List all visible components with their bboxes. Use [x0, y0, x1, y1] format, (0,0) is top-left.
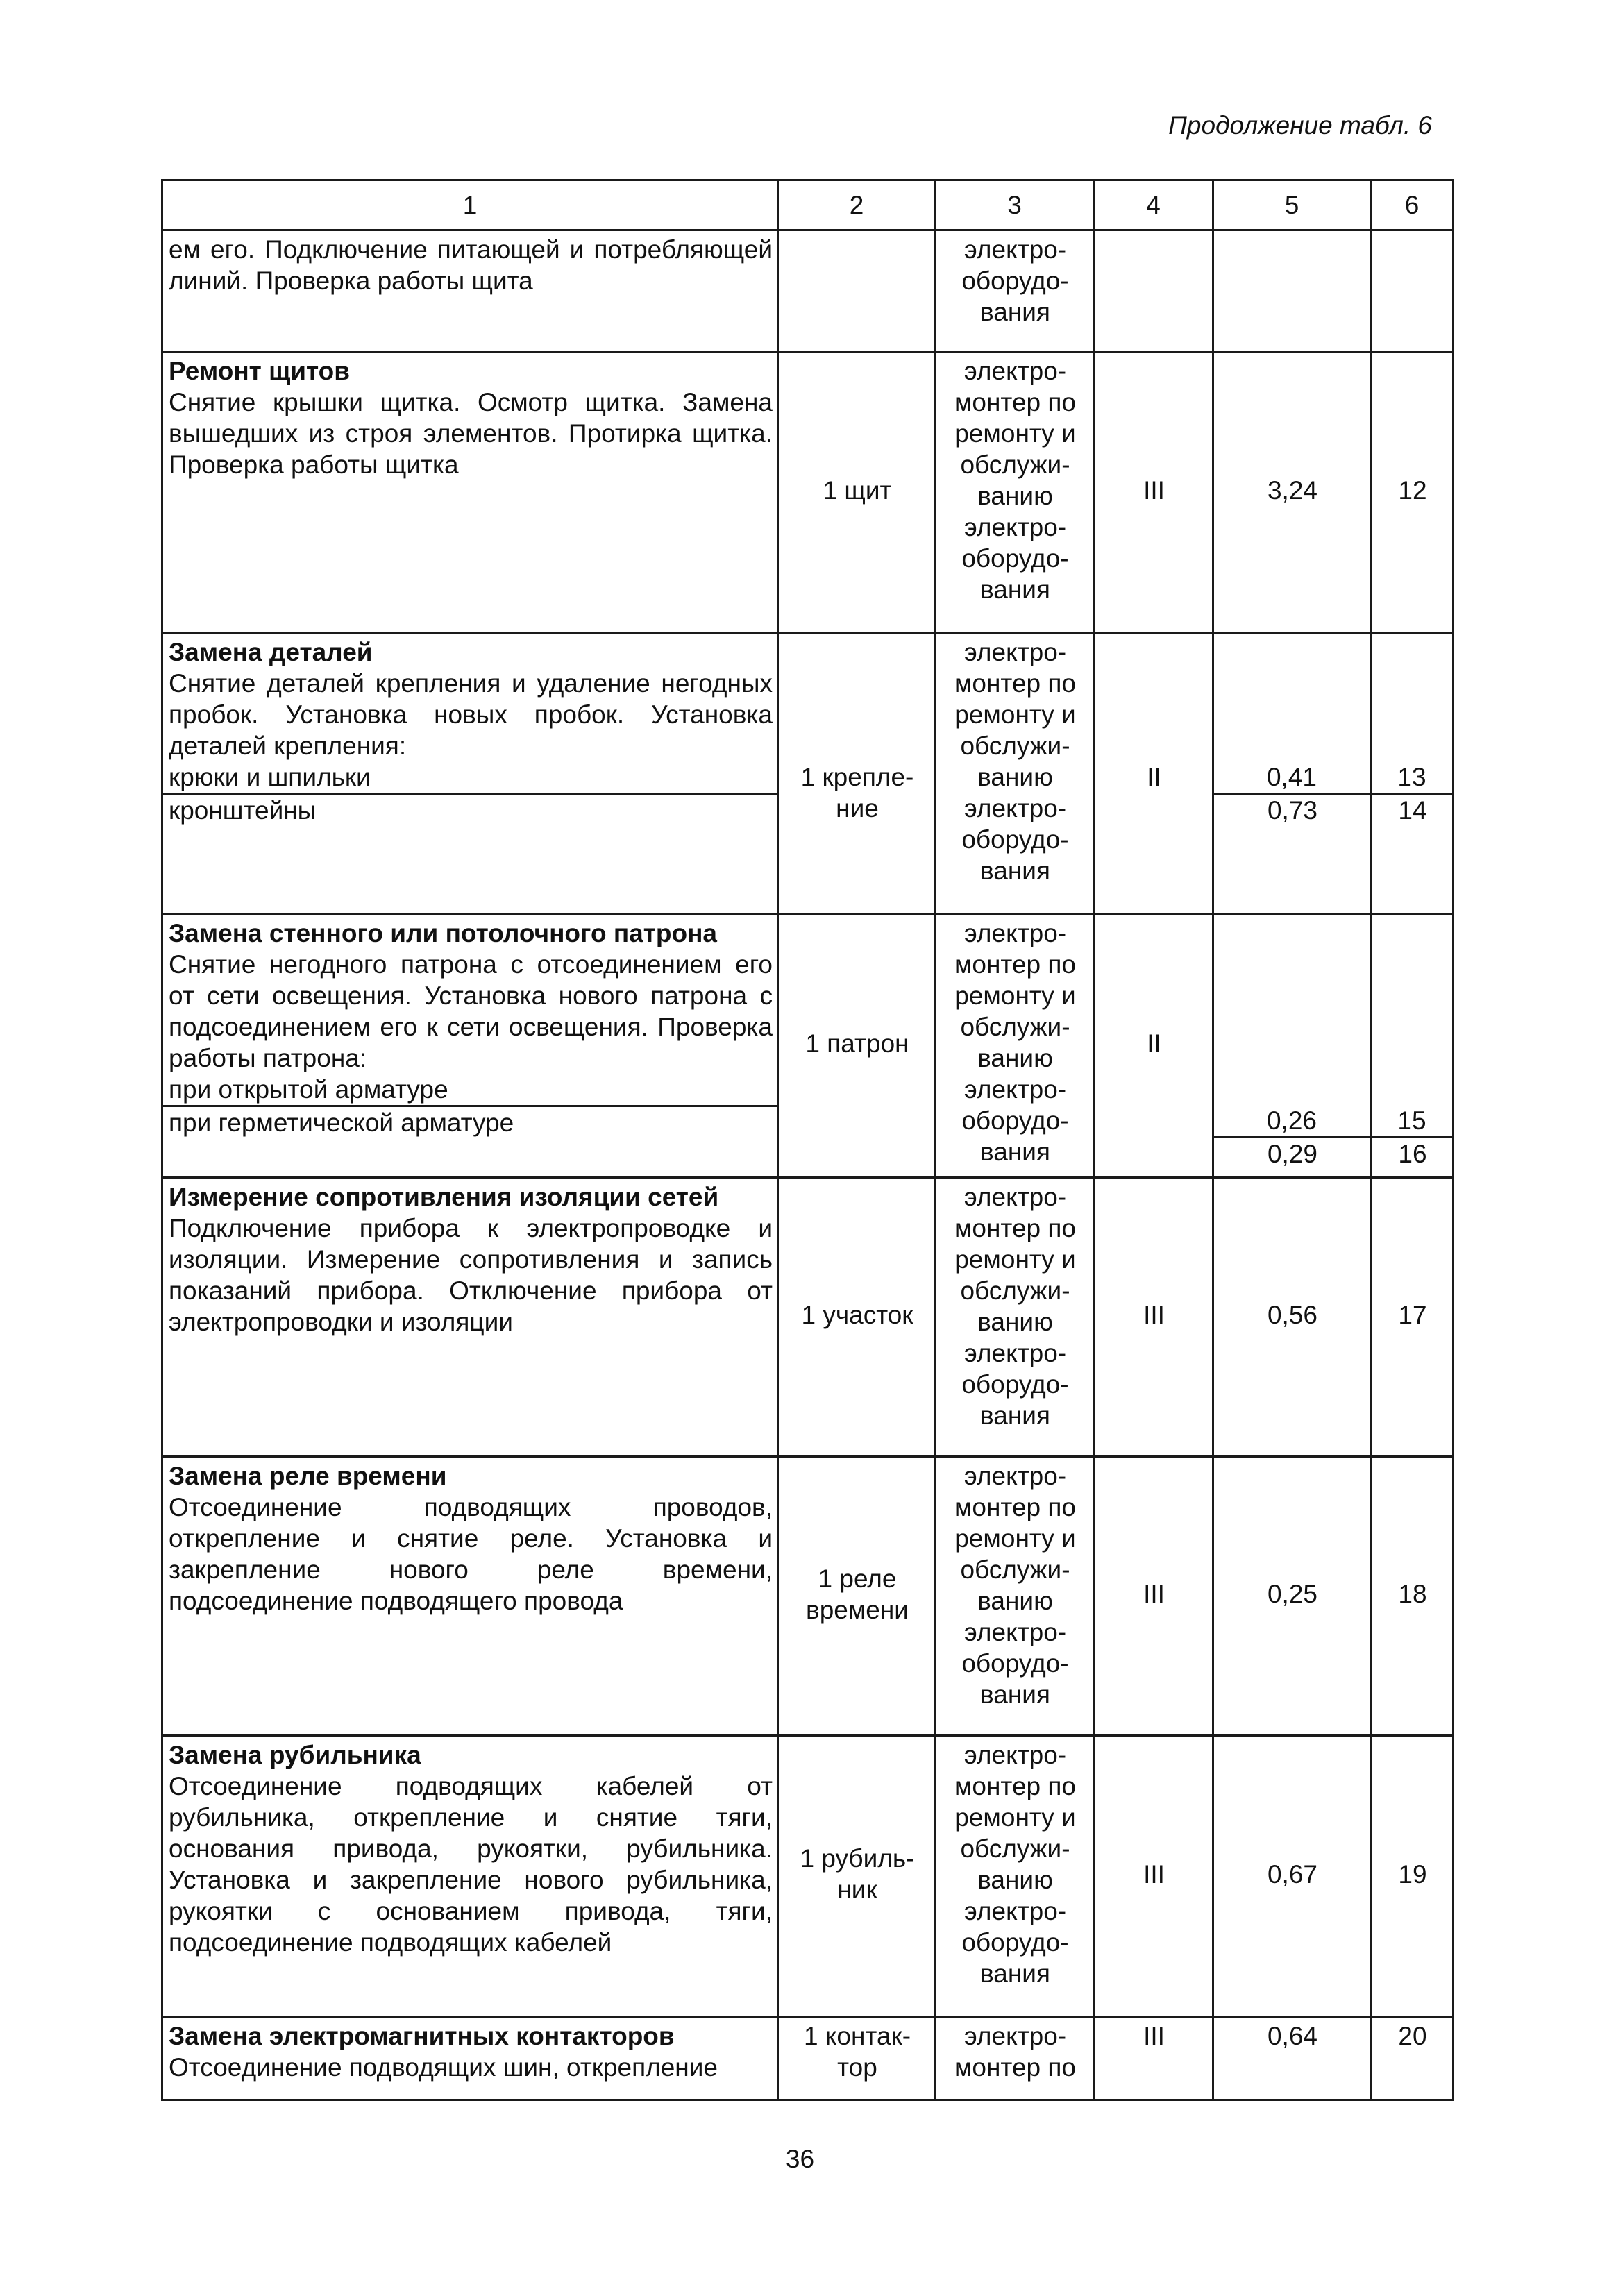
- subitem-norm: 0,29: [1267, 1140, 1317, 1168]
- subitem-label: крюки и шпильки: [163, 761, 777, 795]
- norm-cell: 0,67: [1213, 1736, 1371, 2017]
- subitem-number: 16: [1398, 1140, 1427, 1168]
- subitem-label: при открытой арматуре: [163, 1074, 777, 1107]
- norm-cell: 0,64: [1213, 2017, 1371, 2100]
- work-cell: [162, 1457, 778, 1736]
- performer-cell: электро- монтер по ремонту и обслужи- ванию электро- оборудо- вания: [936, 352, 1094, 633]
- number-cell: 20: [1371, 2017, 1454, 2100]
- number-cell: [1371, 230, 1454, 352]
- norm-cell: 0,56: [1213, 1178, 1371, 1457]
- subitem-norm: 0,26: [1214, 1105, 1370, 1138]
- number-cell: 19: [1371, 1736, 1454, 2017]
- table-row: [162, 2017, 1454, 2100]
- norm-cell: 3,24: [1213, 352, 1371, 633]
- category-cell: III: [1094, 352, 1213, 633]
- performer-cell: электро- монтер по ремонту и обслужи- ванию электро- оборудо- вания: [936, 1736, 1094, 2017]
- unit-cell: 1 контак- тор: [778, 2017, 936, 2100]
- unit-cell: 1 участок: [778, 1178, 936, 1457]
- table-row: [162, 1178, 1454, 1457]
- work-title: Замена стенного или потолочного патрона: [169, 919, 718, 947]
- subitem-label: кронштейны: [169, 796, 317, 825]
- performer-cell: электро- монтер по ремонту и обслужи- ванию электро- оборудо- вания: [936, 914, 1094, 1178]
- col-header-6: 6: [1371, 180, 1454, 230]
- number-cell: 17: [1371, 1178, 1454, 1457]
- col-header-1: 1: [162, 180, 778, 230]
- work-title: Измерение сопротивления изоляции сетей: [169, 1183, 719, 1211]
- continuation-caption: Продолжение табл. 6: [1168, 111, 1432, 140]
- col-header-3: 3: [936, 180, 1094, 230]
- work-cell: [162, 2017, 778, 2100]
- table-row: [162, 914, 1454, 1178]
- performer-cell: электро- монтер по ремонту и обслужи- ванию электро- оборудо- вания: [936, 633, 1094, 914]
- work-title: Замена электромагнитных контакторов: [169, 2022, 675, 2050]
- norm-cell: [1213, 633, 1371, 914]
- work-title: Замена деталей: [169, 638, 373, 666]
- header-row: [162, 180, 1454, 230]
- performer-cell: электро- монтер по: [936, 2017, 1094, 2100]
- work-description: ем его. Подключение питающей и потребляющей линий. Проверка работы щита: [169, 235, 773, 295]
- category-cell: II: [1094, 914, 1213, 1178]
- category-cell: III: [1094, 2017, 1213, 2100]
- work-cell: [162, 230, 778, 352]
- unit-cell: 1 крепле- ние: [778, 633, 936, 914]
- col-header-2: 2: [778, 180, 936, 230]
- subitem-number: 14: [1398, 796, 1427, 825]
- norms-table: [161, 179, 1454, 2101]
- subitem-label: при герметической арматуре: [169, 1108, 514, 1137]
- subitem-number: 15: [1372, 1105, 1452, 1138]
- unit-cell: [778, 230, 936, 352]
- table-row: [162, 352, 1454, 633]
- work-description: Снятие деталей крепления и удаление негодных пробок. Установка новых пробок. Установка деталей крепления:: [169, 669, 773, 760]
- category-cell: III: [1094, 1457, 1213, 1736]
- table-row: [162, 633, 1454, 914]
- category-cell: [1094, 230, 1213, 352]
- work-title: Замена рубильника: [169, 1741, 421, 1769]
- work-cell: [162, 633, 778, 914]
- work-title: Замена реле времени: [169, 1462, 447, 1490]
- number-cell: [1371, 633, 1454, 914]
- page-number: 36: [785, 2145, 815, 2173]
- norm-cell: [1213, 914, 1371, 1178]
- norm-cell: [1213, 230, 1371, 352]
- work-cell: [162, 914, 778, 1178]
- unit-cell: 1 рубиль- ник: [778, 1736, 936, 2017]
- category-cell: III: [1094, 1178, 1213, 1457]
- work-cell: [162, 1178, 778, 1457]
- number-cell: [1371, 914, 1454, 1178]
- subitem-norm: 0,41: [1214, 761, 1370, 795]
- work-description: Отсоединение подводящих шин, открепление: [169, 2053, 718, 2082]
- work-title: Ремонт щитов: [169, 357, 351, 385]
- work-description: Подключение прибора к электропроводке и изоляции. Измерение сопротивления и запись показаний прибора. Отключение прибора от электропроводки и изоляции: [169, 1214, 773, 1336]
- subitem-norm: 0,73: [1267, 796, 1317, 825]
- unit-cell: 1 щит: [778, 352, 936, 633]
- col-header-5: 5: [1213, 180, 1371, 230]
- work-description: Снятие негодного патрона с отсоединением его от сети освещения. Установка нового патрона с подсоединением его к сети освещения. Проверка работы патрона:: [169, 950, 773, 1072]
- col-header-4: 4: [1094, 180, 1213, 230]
- norm-cell: 0,25: [1213, 1457, 1371, 1736]
- number-cell: 12: [1371, 352, 1454, 633]
- unit-cell: 1 патрон: [778, 914, 936, 1178]
- performer-cell: электро- оборудо- вания: [936, 230, 1094, 352]
- subitem-number: 13: [1372, 761, 1452, 795]
- unit-cell: 1 реле времени: [778, 1457, 936, 1736]
- table-row: [162, 230, 1454, 352]
- work-description: Отсоединение подводящих кабелей от рубильника, открепление и снятие тяги, основания привода, рукоятки, рубильника. Установка и закрепление нового рубильника, рукоятки с основанием привода, тяги, подсоединение подводящих кабелей: [169, 1772, 773, 1957]
- category-cell: III: [1094, 1736, 1213, 2017]
- work-cell: [162, 352, 778, 633]
- table-row: [162, 1736, 1454, 2017]
- work-description: Снятие крышки щитка. Осмотр щитка. Замена вышедших из строя элементов. Протирка щитка. Проверка работы щитка: [169, 388, 773, 479]
- number-cell: 18: [1371, 1457, 1454, 1736]
- work-cell: [162, 1736, 778, 2017]
- performer-cell: электро- монтер по ремонту и обслужи- ванию электро- оборудо- вания: [936, 1178, 1094, 1457]
- table-row: [162, 1457, 1454, 1736]
- performer-cell: электро- монтер по ремонту и обслужи- ванию электро- оборудо- вания: [936, 1457, 1094, 1736]
- category-cell: II: [1094, 633, 1213, 914]
- work-description: Отсоединение подводящих проводов, открепление и снятие реле. Установка и закрепление нового реле времени, подсоединение подводящего провода: [169, 1493, 773, 1615]
